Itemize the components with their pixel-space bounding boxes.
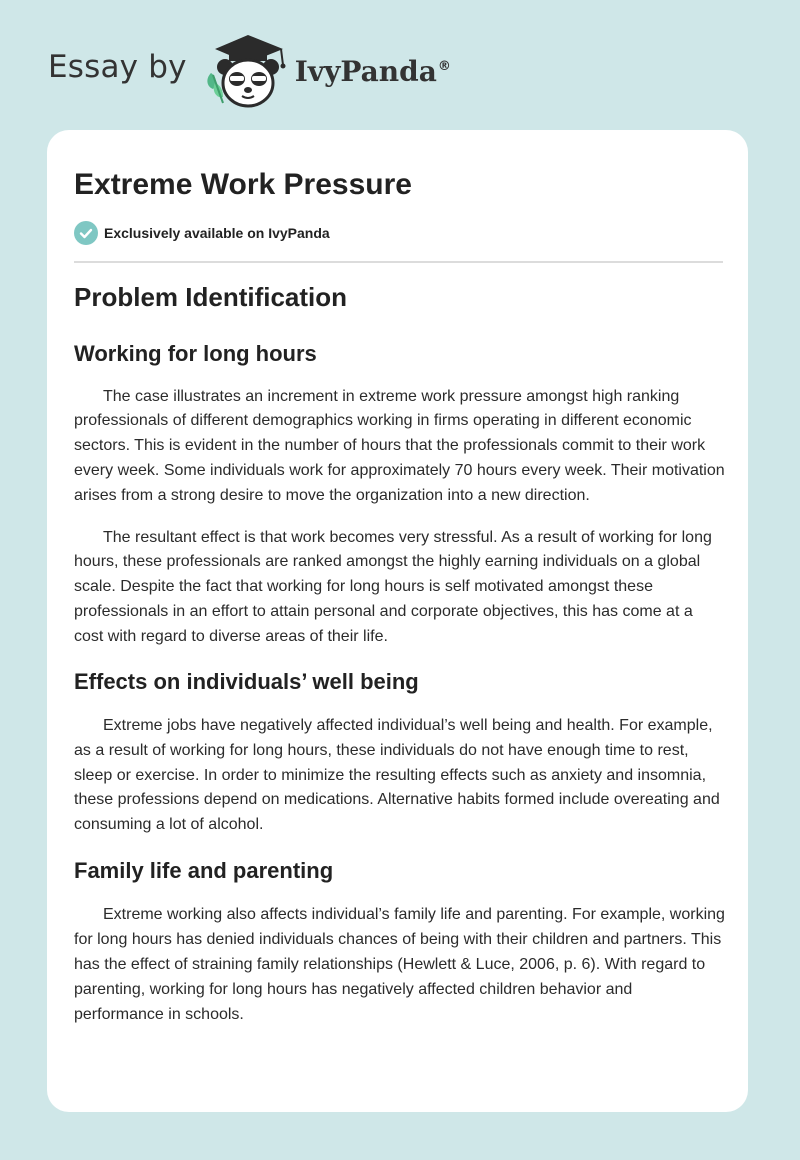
exclusive-badge-label: Exclusively available on IvyPanda (104, 225, 330, 241)
article-body (74, 282, 726, 1027)
paragraph: The resultant effect is that work becomes very stressful. As a result of working for long hours, these professionals are ranked amongst the highly earning individuals on a global scale. Despite the fact that working for long hours is self motivated amongst these professionals in an effort to attain personal and corporate objectives, this has come at a cost with regard to diverse areas of their life. (74, 528, 712, 645)
site-header (48, 30, 451, 110)
subsection-long-hours (74, 341, 726, 649)
paragraph: The case illustrates an increment in extreme work pressure amongst high ranking professionals of different demographics working in firms operating in different economic sectors. This is evident in the number of hours that the professionals commit to their work every week. Some individuals work for approximately 70 hours every week. Their motivation arises from a strong desire to move the organization into a new direction. (74, 387, 725, 504)
subsection-heading: Working for long hours (74, 341, 317, 367)
section-heading: Problem Identification (74, 282, 348, 312)
article-card (47, 130, 748, 1112)
paragraph: Extreme jobs have negatively affected individual’s well being and health. For example, as a result of working for long hours, these individuals do not have enough time to rest, sleep or exercise. In order to minimize the resulting effects such as anxiety and insomnia, these professions depend on medications. Alternative habits formed include overeating and consuming a lot of alcohol. (74, 716, 720, 834)
panda-graduate-logo-icon[interactable] (203, 29, 293, 111)
registered-mark: ® (437, 59, 451, 75)
page-title: Extreme Work Pressure (74, 168, 412, 201)
subsection-heading: Family life and parenting (74, 857, 334, 883)
subsection-well-being (74, 669, 726, 838)
check-circle-icon (74, 221, 98, 245)
title-divider (74, 261, 723, 263)
brand-name[interactable]: IvyPanda® (294, 54, 451, 88)
essay-by-label: Essay by (48, 49, 187, 85)
paragraph: Extreme working also affects individual’s family life and parenting. For example, working for long hours has denied individuals chances of being with their children and partners. This has the effect of straining family relationships (Hewlett & Luce, 2006, p. 6). With regard to parenting, working for long hours has negatively affected children behavior and performance in schools. (74, 906, 725, 1023)
subsection-family-life (74, 858, 726, 1027)
exclusive-badge (74, 221, 330, 245)
subsection-heading: Effects on individuals’ well being (74, 668, 419, 694)
